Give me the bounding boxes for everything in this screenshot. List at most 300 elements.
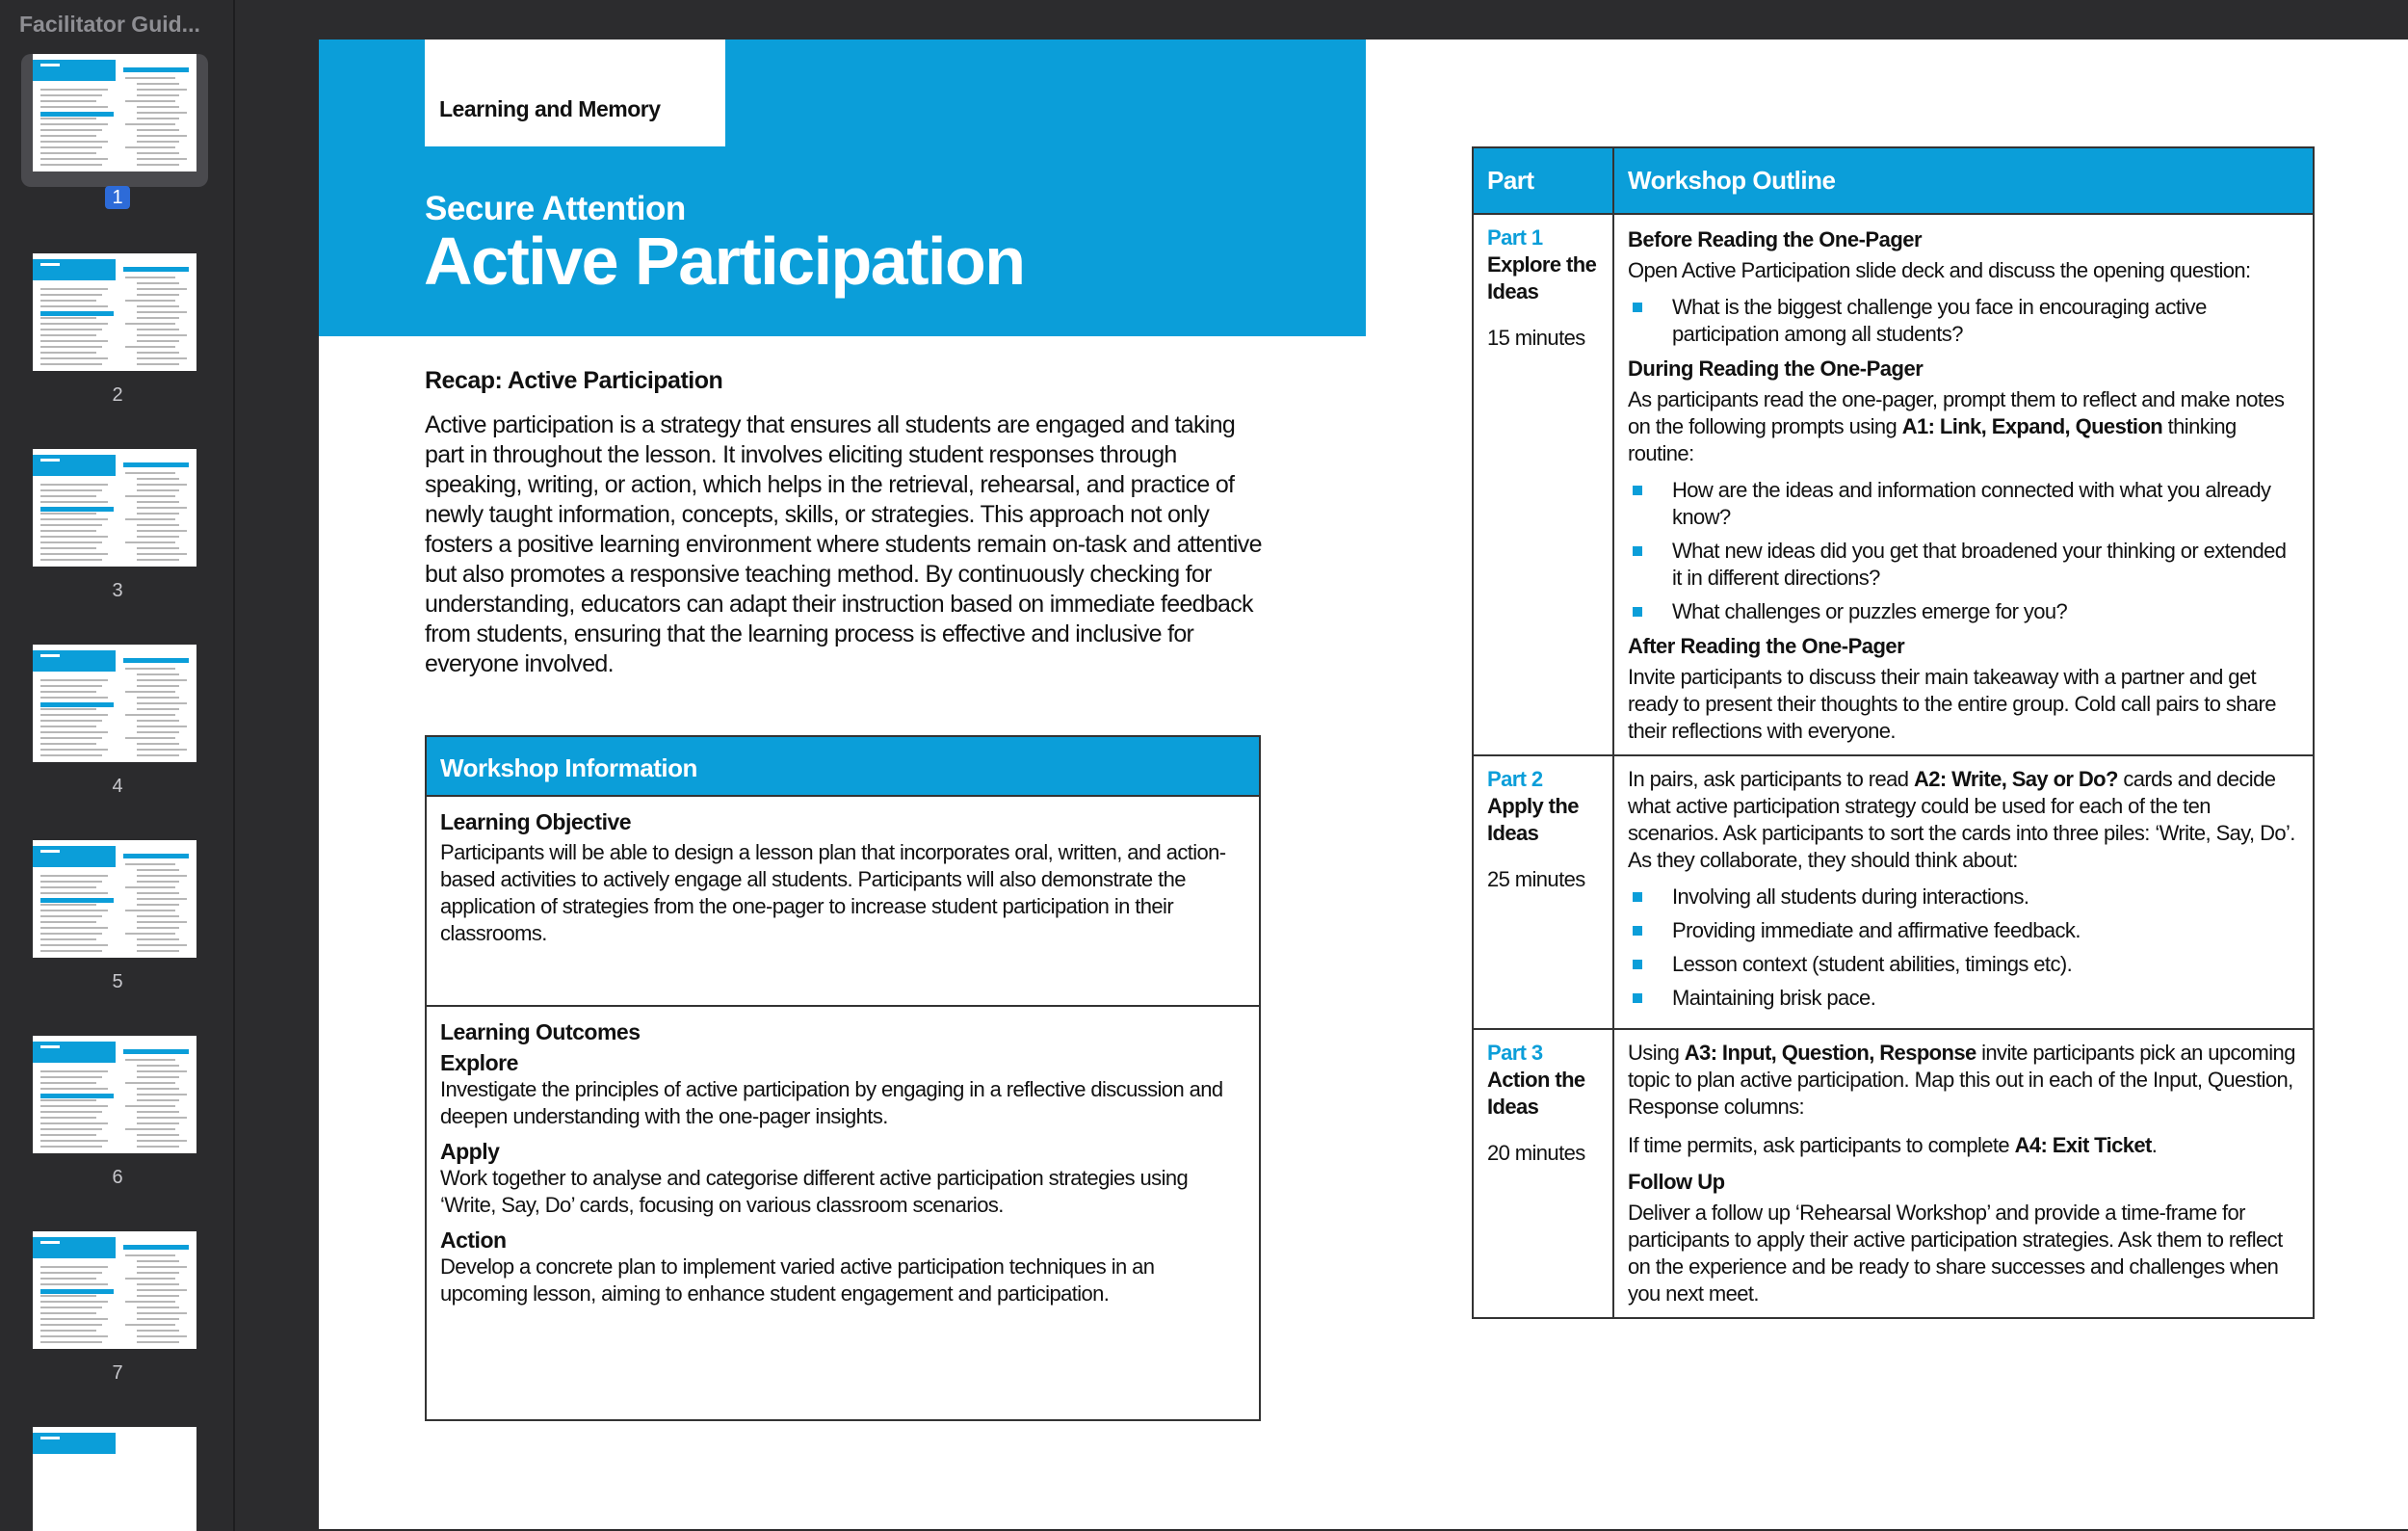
list-item: Providing immediate and affirmative feedback. <box>1628 917 2299 944</box>
thumbnail-text-line <box>40 685 102 687</box>
thumbnail-text-line <box>40 541 102 543</box>
thumbnail-text-line <box>137 288 187 290</box>
part-number: Part 2 <box>1487 767 1543 791</box>
thumbnail-text-line <box>40 305 108 307</box>
thumbnail-text-line <box>125 300 175 302</box>
thumbnail-page-number <box>0 776 235 798</box>
thumbnail-text-line <box>137 553 187 555</box>
category-tab <box>425 40 725 146</box>
thumbnail-text-line <box>40 1266 108 1268</box>
resource-reference: A1: Link, Expand, Question <box>1901 414 2163 438</box>
text-span: Using <box>1628 1041 1685 1065</box>
thumbnail-text-line <box>40 915 102 917</box>
table-row <box>1473 1029 2314 1318</box>
thumbnail-text-line <box>137 311 187 313</box>
workshop-information-heading: Workshop Information <box>427 737 1259 797</box>
page-thumbnail[interactable] <box>33 54 196 172</box>
thumbnail-text-line <box>40 743 96 745</box>
apply-label: Apply <box>440 1139 500 1164</box>
thumbnail-text-line <box>137 673 179 675</box>
thumbnail-text-line <box>40 881 102 883</box>
thumbnail-text-line <box>137 1289 187 1291</box>
page-thumbnail[interactable] <box>33 1231 196 1349</box>
thumbnail-text-line <box>40 1341 102 1343</box>
part-name: Explore the Ideas <box>1487 252 1597 304</box>
thumbnail-text-line <box>137 950 179 952</box>
thumbnail-text-line <box>40 904 96 906</box>
thumbnail-text-line <box>137 702 187 704</box>
thumbnail-text-line <box>125 668 175 670</box>
thumbnail-text-line <box>137 158 187 160</box>
page-thumbnail[interactable] <box>33 1427 196 1531</box>
part-duration: 20 minutes <box>1487 1141 1585 1165</box>
page-thumbnail[interactable] <box>33 1036 196 1153</box>
thumbnail-text-line <box>137 1307 179 1308</box>
thumbnail-text-line <box>40 927 108 929</box>
thumbnail-text-line <box>40 1082 96 1084</box>
list-item: Involving all students during interactions. <box>1628 884 2299 911</box>
thumbnail-text-line <box>137 1094 187 1095</box>
thumbnail-text-line <box>40 749 108 751</box>
thumbnail-text-line <box>40 495 96 497</box>
category-label: Learning and Memory <box>439 96 661 121</box>
resource-reference: A3: Input, Question, Response <box>1684 1041 1976 1065</box>
thumbnail-text-line <box>125 691 175 693</box>
thumbnail-page-number <box>0 187 235 209</box>
exit-ticket-text <box>1628 1132 2299 1159</box>
resource-reference: A2: Write, Say or Do? <box>1913 767 2118 791</box>
thumbnail-text-line <box>40 726 96 727</box>
thumbnail-text-line <box>137 357 187 359</box>
thumbnail-text-line <box>137 743 179 745</box>
thumbnail-text-line <box>125 541 175 543</box>
thumbnail-text-line <box>40 501 108 503</box>
thumbnail-text-line <box>40 352 96 354</box>
thumbnail-text-line <box>40 944 108 946</box>
thumbnail-table-header <box>123 1049 189 1054</box>
thumbnail-text-line <box>137 754 179 756</box>
thumbnail-text-line <box>137 1266 187 1268</box>
thumbnail-text-line <box>40 892 108 894</box>
thumbnail-text-line <box>40 1307 102 1308</box>
thumbnail-text-line <box>137 1111 179 1113</box>
thumbnail-text-line <box>137 1330 179 1332</box>
follow-up-heading: Follow Up <box>1628 1170 1725 1194</box>
page-title: Active Participation <box>424 224 1025 299</box>
thumbnail-text-line <box>40 118 96 119</box>
thumbnail-page-number <box>0 384 235 407</box>
thumbnail-text-line <box>40 1272 102 1274</box>
text-span: If time permits, ask participants to complete <box>1628 1133 2015 1157</box>
thumbnail-text-line <box>137 685 179 687</box>
thumbnail-text-line <box>125 737 175 739</box>
list-item: Lesson context (student abilities, timings etc). <box>1628 951 2299 978</box>
list-item: What challenges or puzzles emerge for you? <box>1628 598 2299 625</box>
thumbnail-text-line <box>137 921 187 923</box>
thumbnail-text-line <box>40 679 108 681</box>
thumbnail-table-header <box>123 658 189 663</box>
outline-cell <box>1613 1029 2314 1318</box>
thumbnail-text-line <box>40 334 96 336</box>
thumbnail-banner <box>33 1237 116 1258</box>
thumbnail-text-line <box>40 152 96 154</box>
thumbnail-text-line <box>40 886 96 888</box>
outline-cell <box>1613 755 2314 1029</box>
text-span: invite participants pick an upcoming topic to plan active participation. Map this out in each of the Input, Question, Response columns: <box>1628 1041 2295 1119</box>
thumbnail-text-line <box>137 547 179 549</box>
thumbnail-text-line <box>40 559 102 561</box>
thumbnail-text-line <box>137 282 179 284</box>
thumbnail-text-line <box>40 346 102 348</box>
page-number-label: 4 <box>112 776 123 797</box>
learning-outcomes-label: Learning Outcomes <box>440 1019 641 1044</box>
thumbnail-text-line <box>40 288 108 290</box>
thumbnail-text-line <box>125 933 175 935</box>
thumbnail-text-line <box>125 495 175 497</box>
thumbnail-text-line <box>40 524 102 526</box>
thumbnail-banner <box>33 650 116 672</box>
thumbnail-banner <box>33 259 116 280</box>
table-row <box>1473 755 2314 1029</box>
workshop-outline-table <box>1472 146 2315 1319</box>
thumbnail-text-line <box>125 1082 175 1084</box>
text-span: . <box>2151 1133 2158 1157</box>
thumbnail-text-line <box>137 1070 187 1072</box>
thumbnail-table-header <box>123 462 189 467</box>
thumbnail-text-line <box>40 1335 108 1337</box>
outline-cell <box>1613 214 2314 755</box>
resource-reference: A4: Exit Ticket <box>2014 1133 2152 1157</box>
part-duration: 15 minutes <box>1487 326 1585 350</box>
thumbnail-box-header <box>40 112 114 117</box>
thumbnail-text-line <box>137 507 187 509</box>
list-item: What new ideas did you get that broadened your thinking or extended it in different directions? <box>1628 538 2299 592</box>
thumbnail-text-line <box>40 1301 108 1303</box>
page-number-label: 6 <box>112 1167 123 1188</box>
thumbnail-text-line <box>137 363 179 365</box>
thumbnail-text-line <box>40 1318 108 1320</box>
thumbnail-text-line <box>40 300 96 302</box>
thumbnail-text-line <box>125 100 175 102</box>
learning-outcomes-section <box>427 1007 1259 1319</box>
thumbnail-text-line <box>125 886 175 888</box>
thumbnail-text-line <box>40 921 96 923</box>
table-row <box>1473 214 2314 755</box>
thumbnail-text-line <box>40 697 108 699</box>
thumbnail-text-line <box>125 323 175 325</box>
document-page <box>319 40 2408 1529</box>
thumbnail-banner <box>33 60 116 81</box>
thumbnail-banner <box>33 846 116 867</box>
thumbnail-text-line <box>137 1335 187 1337</box>
thumbnail-text-line <box>137 898 187 900</box>
thumbnail-text-line <box>40 1146 102 1148</box>
thumbnail-text-line <box>137 129 179 131</box>
thumbnail-text-line <box>125 518 175 520</box>
thumbnail-text-line <box>40 146 102 148</box>
thumbnail-text-line <box>40 708 96 710</box>
thumbnail-text-line <box>125 1324 175 1326</box>
thumbnail-text-line <box>125 1059 175 1061</box>
thumbnail-text-line <box>137 915 179 917</box>
thumbnail-text-line <box>40 547 96 549</box>
learning-objective-section <box>427 797 1259 1007</box>
part-name: Action the Ideas <box>1487 1068 1585 1119</box>
thumbnail-text-line <box>137 135 187 137</box>
thumbnail-text-line <box>137 484 187 486</box>
thumbnail-text-line <box>40 1088 108 1090</box>
thumbnail-text-line <box>137 1076 179 1078</box>
thumbnail-text-line <box>137 305 179 307</box>
thumbnail-text-line <box>40 489 102 491</box>
text-span: In pairs, ask participants to read <box>1628 767 1914 791</box>
thumbnail-text-line <box>137 720 179 722</box>
thumbnail-table-header <box>123 67 189 72</box>
thumbnail-text-line <box>125 714 175 716</box>
thumbnail-banner <box>33 1042 116 1063</box>
thumbnail-text-line <box>137 141 179 143</box>
thumbnail-text-line <box>40 1111 102 1113</box>
thumbnail-text-line <box>137 708 179 710</box>
thumbnail-text-line <box>125 910 175 911</box>
thumbnail-text-line <box>125 77 175 79</box>
thumbnail-text-line <box>40 720 102 722</box>
recap-paragraph: Active participation is a strategy that ensures all students are engaged and taking part in throughout the lesson. It involves eliciting student responses through speaking, writing, or action, which helps in the retrieval, rehearsal, and practice of newly taught information, concepts, skills, or strategies. This approach not only fosters a positive learning environment where students remain on-task and attentive but also promotes a responsive teaching method. By continuously checking for understanding, educators can adapt their instruction based on immediate feedback from students, ensuring that the learning process is effective and inclusive for everyone involved. <box>425 411 1262 677</box>
thumbnail-text-line <box>137 927 179 929</box>
thumbnail-box-header <box>40 702 114 707</box>
thumbnail-text-line <box>40 1117 96 1119</box>
thumbnail-table-header <box>123 1245 189 1250</box>
explore-label: Explore <box>440 1050 518 1075</box>
thumbnail-text-line <box>125 277 175 278</box>
thumbnail-page-number <box>0 580 235 602</box>
thumbnail-text-line <box>137 94 179 96</box>
part-cell <box>1473 214 1613 755</box>
thumbnail-text-line <box>40 363 102 365</box>
thumbnail-text-line <box>40 1134 96 1136</box>
action-instructions <box>1628 1040 2299 1121</box>
thumbnail-text-line <box>137 1272 179 1274</box>
during-reading-heading: During Reading the One-Pager <box>1628 356 1924 381</box>
thumbnail-text-line <box>137 1260 179 1262</box>
thumbnail-text-line <box>137 478 179 480</box>
page-number-label: 7 <box>112 1362 123 1384</box>
thumbnail-text-line <box>137 697 179 699</box>
thumbnail-text-line <box>137 1312 187 1314</box>
thumbnail-page-number <box>0 1362 235 1385</box>
thumbnail-box-header <box>40 311 114 316</box>
thumbnail-text-line <box>137 352 179 354</box>
thumbnail-text-line <box>137 938 179 940</box>
page-subtitle: Secure Attention <box>425 190 686 227</box>
during-reading-text <box>1628 386 2299 467</box>
thumbnail-page-number <box>0 971 235 993</box>
column-header-part: Part <box>1473 147 1613 214</box>
text-span: As participants read the one-pager, prompt them to reflect and make notes on the following prompts using <box>1628 387 2285 438</box>
thumbnail-text-line <box>40 910 108 911</box>
after-reading-text: Invite participants to discuss their main takeaway with a partner and get ready to present their thoughts to the entire group. Cold call pairs to share their reflections with everyone. <box>1628 665 2276 743</box>
thumbnail-box-header <box>40 898 114 903</box>
thumbnail-text-line <box>40 340 108 342</box>
thumbnail-text-line <box>40 714 108 716</box>
thumbnail-text-line <box>137 679 187 681</box>
thumbnail-text-line <box>137 329 179 330</box>
thumbnail-text-line <box>40 129 102 131</box>
column-header-outline: Workshop Outline <box>1613 147 2314 214</box>
thumbnail-text-line <box>40 158 108 160</box>
thumbnail-text-line <box>40 484 108 486</box>
during-reading-list <box>1628 477 2299 625</box>
thumbnail-text-line <box>40 123 108 125</box>
part-cell <box>1473 755 1613 1029</box>
thumbnail-text-line <box>125 146 175 148</box>
thumbnail-page-number <box>0 1167 235 1189</box>
recap-heading: Recap: Active Participation <box>425 367 723 394</box>
thumbnail-text-line <box>137 1099 179 1101</box>
thumbnail-text-line <box>40 94 102 96</box>
thumbnail-text-line <box>40 513 96 515</box>
document-title: Facilitator Guid... <box>19 12 200 37</box>
thumbnail-text-line <box>40 1099 96 1101</box>
thumbnail-text-line <box>40 1324 102 1326</box>
thumbnail-text-line <box>125 1128 175 1130</box>
apply-text: Work together to analyse and categorise different active participation strategies using ‘Write, Say, Do’ cards, focusing on various classroom scenarios. <box>440 1166 1189 1217</box>
follow-up-text: Deliver a follow up ‘Rehearsal Workshop’ and provide a time-frame for participants to apply their active participation strategies. Ask them to reflect on the experience and be ready to share successes and challenges when you next meet. <box>1628 1201 2283 1306</box>
thumbnail-text-line <box>137 106 179 108</box>
thumbnail-text-line <box>40 1330 96 1332</box>
thumbnail-text-line <box>40 100 96 102</box>
part-cell <box>1473 1029 1613 1318</box>
page-thumbnail[interactable] <box>33 449 196 567</box>
thumbnail-table-header <box>123 267 189 272</box>
thumbnail-text-line <box>40 754 102 756</box>
thumbnail-text-line <box>40 317 96 319</box>
thumbnail-text-line <box>40 106 108 108</box>
thumbnail-box-header <box>40 1094 114 1098</box>
thumbnail-text-line <box>137 334 187 336</box>
thumbnail-text-line <box>40 737 102 739</box>
thumbnail-banner <box>33 1433 116 1454</box>
thumbnail-text-line <box>137 501 179 503</box>
action-label: Action <box>440 1227 507 1253</box>
thumbnail-text-line <box>125 346 175 348</box>
thumbnail-text-line <box>125 1301 175 1303</box>
thumbnail-text-line <box>40 933 102 935</box>
thumbnail-text-line <box>137 489 179 491</box>
list-item: What is the biggest challenge you face in encouraging active participation among all students? <box>1628 294 2299 348</box>
page-thumbnail[interactable] <box>33 840 196 958</box>
thumbnail-text-line <box>137 1122 179 1124</box>
thumbnail-text-line <box>40 1283 108 1285</box>
page-number-label: 5 <box>112 971 123 992</box>
thumbnail-text-line <box>125 863 175 865</box>
thumbnail-text-line <box>137 1283 179 1285</box>
thumbnail-text-line <box>40 536 108 538</box>
thumbnail-text-line <box>40 164 102 166</box>
thumbnail-text-line <box>40 1122 108 1124</box>
before-reading-text: Open Active Participation slide deck and discuss the opening question: <box>1628 258 2251 282</box>
thumbnail-text-line <box>40 135 96 137</box>
thumbnail-text-line <box>125 472 175 474</box>
explore-text: Investigate the principles of active participation by engaging in a reflective discussion and deepen understanding with the one-pager insights. <box>440 1077 1223 1128</box>
thumbnail-sidebar[interactable] <box>0 0 235 1531</box>
thumbnail-text-line <box>137 875 187 877</box>
text-span: cards and decide what active participation strategy could be used for each of the ten scenarios. Ask participants to sort the cards into three piles: ‘Write, Say, Do’. As they collaborate, they should think about: <box>1628 767 2295 872</box>
learning-objective-text: Participants will be able to design a lesson plan that incorporates oral, written, and action-based activities to actively engage all students. Participants will also demonstrate the application of strategies from the one-pager to increase student participation in their classrooms. <box>440 840 1226 945</box>
after-reading-heading: After Reading the One-Pager <box>1628 634 1905 658</box>
thumbnail-box-header <box>40 1289 114 1294</box>
thumbnail-text-line <box>137 340 179 342</box>
list-item: How are the ideas and information connected with what you already know? <box>1628 477 2299 531</box>
thumbnail-text-line <box>40 141 108 143</box>
thumbnail-text-line <box>137 1146 179 1148</box>
thumbnail-text-line <box>125 1278 175 1280</box>
thumbnail-text-line <box>137 749 187 751</box>
thumbnail-text-line <box>137 83 179 85</box>
action-text: Develop a concrete plan to implement varied active participation techniques in an upcoming lesson, aiming to enhance student engagement and participation. <box>440 1254 1155 1306</box>
thumbnail-text-line <box>40 1278 96 1280</box>
thumbnail-text-line <box>40 1070 108 1072</box>
thumbnail-text-line <box>137 1341 179 1343</box>
thumbnail-text-line <box>137 1117 187 1119</box>
page-thumbnail[interactable] <box>33 253 196 371</box>
thumbnail-text-line <box>137 530 187 532</box>
thumbnail-text-line <box>40 1312 96 1314</box>
thumbnail-text-line <box>40 691 96 693</box>
thumbnail-text-line <box>40 294 102 296</box>
thumbnail-text-line <box>137 1318 179 1320</box>
apply-instructions <box>1628 766 2299 874</box>
before-reading-heading: Before Reading the One-Pager <box>1628 227 1923 251</box>
thumbnail-text-line <box>137 892 179 894</box>
thumbnail-text-line <box>40 938 96 940</box>
thumbnail-text-line <box>137 904 179 906</box>
thumbnail-text-line <box>137 1295 179 1297</box>
thumbnail-text-line <box>40 530 96 532</box>
thumbnail-text-line <box>137 536 179 538</box>
thumbnail-text-line <box>40 89 108 91</box>
thumbnail-text-line <box>137 1140 187 1142</box>
learning-objective-label: Learning Objective <box>440 809 632 834</box>
thumbnail-text-line <box>137 1134 179 1136</box>
thumbnail-text-line <box>137 559 179 561</box>
thumbnail-text-line <box>40 329 102 330</box>
part-duration: 25 minutes <box>1487 867 1585 891</box>
thumbnail-table-header <box>123 854 189 858</box>
apply-list <box>1628 884 2299 1012</box>
thumbnail-text-line <box>137 524 179 526</box>
thumbnail-text-line <box>137 164 179 166</box>
page-number-label: 2 <box>112 384 123 406</box>
thumbnail-text-line <box>125 1254 175 1256</box>
header-banner <box>319 40 1366 336</box>
thumbnail-text-line <box>137 152 179 154</box>
page-thumbnail[interactable] <box>33 645 196 762</box>
thumbnail-box-header <box>40 507 114 512</box>
thumbnail-text-line <box>137 89 187 91</box>
list-item: Maintaining brisk pace. <box>1628 985 2299 1012</box>
thumbnail-text-line <box>40 1140 108 1142</box>
thumbnail-text-line <box>125 1105 175 1107</box>
thumbnail-text-line <box>40 1128 102 1130</box>
thumbnail-text-line <box>137 112 187 114</box>
thumbnail-text-line <box>137 731 179 733</box>
thumbnail-text-line <box>137 1065 179 1067</box>
part-number: Part 1 <box>1487 225 1543 250</box>
thumbnail-text-line <box>40 323 108 325</box>
thumbnail-text-line <box>40 731 108 733</box>
thumbnail-text-line <box>40 950 102 952</box>
